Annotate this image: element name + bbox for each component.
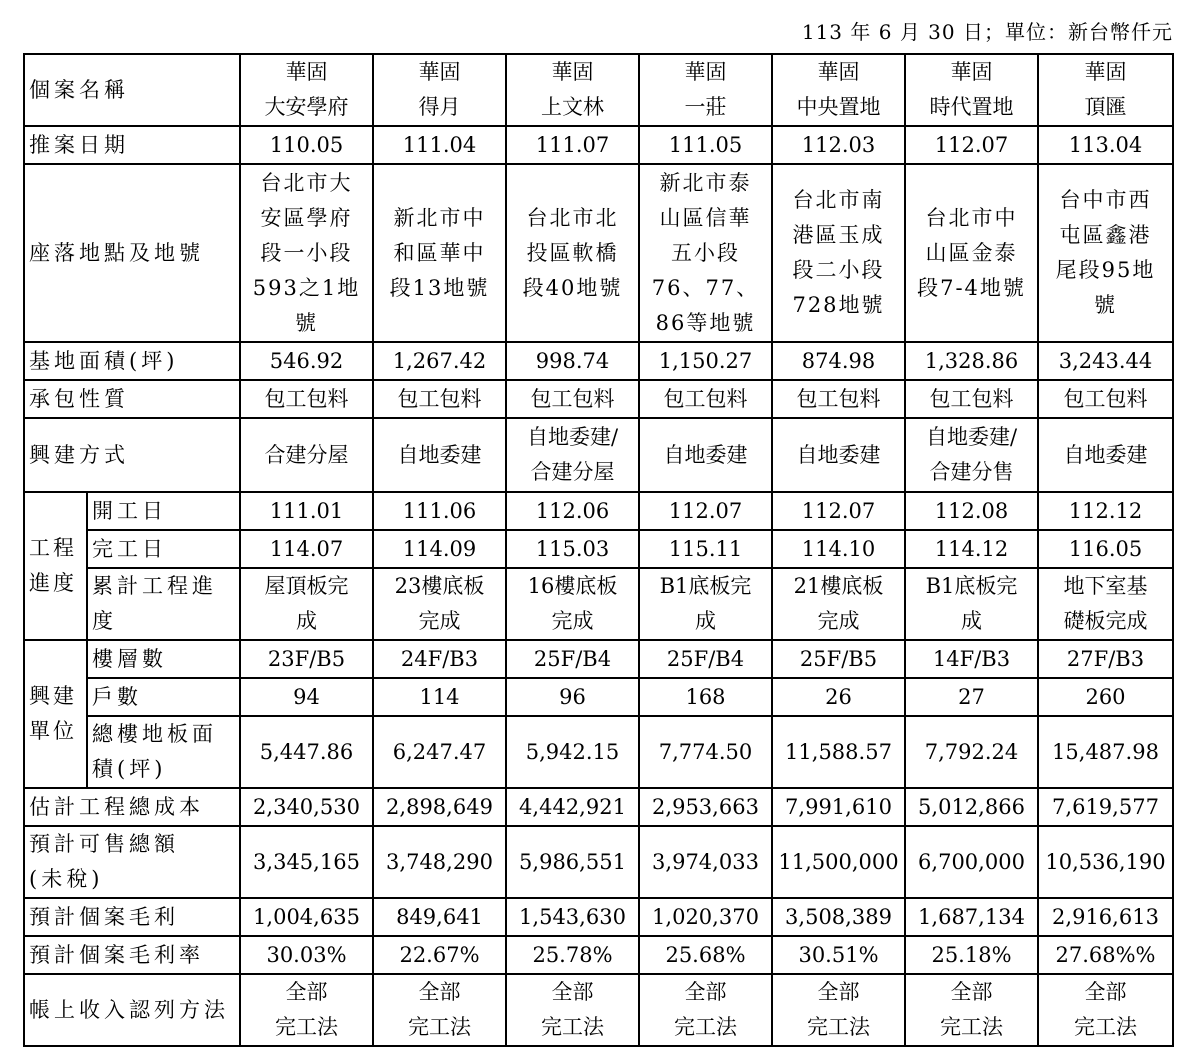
cell-name: 華固 一莊 bbox=[639, 54, 772, 126]
table-row bbox=[24, 342, 1173, 380]
row-label-margin: 預計個案毛利率 bbox=[24, 936, 240, 974]
cell-cost: 7,991,610 bbox=[772, 788, 905, 826]
cell-cost: 2,898,649 bbox=[373, 788, 506, 826]
cell-households: 27 bbox=[905, 678, 1038, 716]
cell-cost: 2,953,663 bbox=[639, 788, 772, 826]
cell-start: 112.07 bbox=[772, 492, 905, 530]
cell-contract: 包工包料 bbox=[772, 380, 905, 418]
cell-floors: 25F/B5 bbox=[772, 640, 905, 678]
cell-floor-area: 5,447.86 bbox=[240, 716, 373, 788]
row-label-revenue: 帳上收入認列方法 bbox=[24, 974, 240, 1046]
cell-start: 112.08 bbox=[905, 492, 1038, 530]
cell-start: 112.07 bbox=[639, 492, 772, 530]
row-label-cost: 估計工程總成本 bbox=[24, 788, 240, 826]
cell-profit: 2,916,613 bbox=[1038, 898, 1173, 936]
cell-households: 96 bbox=[506, 678, 639, 716]
cell-finish: 115.03 bbox=[506, 530, 639, 568]
cell-floor-area: 5,942.15 bbox=[506, 716, 639, 788]
cell-finish: 114.10 bbox=[772, 530, 905, 568]
cell-sales: 10,536,190 bbox=[1038, 826, 1173, 898]
cell-name: 華固 中央置地 bbox=[772, 54, 905, 126]
table-row bbox=[24, 678, 1173, 716]
cell-sales: 11,500,000 bbox=[772, 826, 905, 898]
cell-sales: 3,974,033 bbox=[639, 826, 772, 898]
cell-location: 台北市大 安區學府 段一小段 593之1地 號 bbox=[240, 164, 373, 342]
row-label-floors: 樓層數 bbox=[87, 640, 240, 678]
row-label-floor-area: 總樓地板面積(坪) bbox=[87, 716, 240, 788]
cell-profit: 1,020,370 bbox=[639, 898, 772, 936]
cell-progress: 21樓底板 完成 bbox=[772, 568, 905, 640]
cell-revenue: 全部 完工法 bbox=[373, 974, 506, 1046]
cell-date: 112.07 bbox=[905, 126, 1038, 164]
cell-sales: 3,748,290 bbox=[373, 826, 506, 898]
cell-floors: 14F/B3 bbox=[905, 640, 1038, 678]
cell-floor-area: 7,774.50 bbox=[639, 716, 772, 788]
cell-margin: 30.03% bbox=[240, 936, 373, 974]
cell-method: 自地委建/ 合建分屋 bbox=[506, 418, 639, 492]
table-row bbox=[24, 380, 1173, 418]
cell-location: 新北市中 和區華中 段13地號 bbox=[373, 164, 506, 342]
cell-revenue: 全部 完工法 bbox=[1038, 974, 1173, 1046]
cell-profit: 1,687,134 bbox=[905, 898, 1038, 936]
cell-profit: 3,508,389 bbox=[772, 898, 905, 936]
cell-revenue: 全部 完工法 bbox=[905, 974, 1038, 1046]
cell-location: 台中市西 屯區鑫港 尾段95地 號 bbox=[1038, 164, 1173, 342]
cell-progress: 地下室基 礎板完成 bbox=[1038, 568, 1173, 640]
cell-households: 114 bbox=[373, 678, 506, 716]
table-row bbox=[24, 716, 1173, 788]
cell-start: 111.06 bbox=[373, 492, 506, 530]
cell-households: 26 bbox=[772, 678, 905, 716]
cell-floor-area: 11,588.57 bbox=[772, 716, 905, 788]
cell-name: 華固 大安學府 bbox=[240, 54, 373, 126]
date-unit-note: 113 年 6 月 30 日；單位：新台幣仟元 bbox=[801, 20, 1173, 44]
cell-area: 1,267.42 bbox=[373, 342, 506, 380]
table-row bbox=[24, 568, 1173, 640]
project-table bbox=[23, 53, 1174, 1047]
cell-profit: 849,641 bbox=[373, 898, 506, 936]
cell-floors: 23F/B5 bbox=[240, 640, 373, 678]
cell-floor-area: 7,792.24 bbox=[905, 716, 1038, 788]
cell-revenue: 全部 完工法 bbox=[240, 974, 373, 1046]
cell-progress: 屋頂板完 成 bbox=[240, 568, 373, 640]
cell-cost: 7,619,577 bbox=[1038, 788, 1173, 826]
cell-date: 113.04 bbox=[1038, 126, 1173, 164]
cell-method: 自地委建 bbox=[1038, 418, 1173, 492]
cell-date: 111.05 bbox=[639, 126, 772, 164]
cell-contract: 包工包料 bbox=[373, 380, 506, 418]
cell-margin: 25.18% bbox=[905, 936, 1038, 974]
cell-floors: 25F/B4 bbox=[639, 640, 772, 678]
cell-sales: 3,345,165 bbox=[240, 826, 373, 898]
cell-name: 華固 時代置地 bbox=[905, 54, 1038, 126]
cell-households: 168 bbox=[639, 678, 772, 716]
cell-name: 華固 得月 bbox=[373, 54, 506, 126]
cell-area: 1,150.27 bbox=[639, 342, 772, 380]
table-body bbox=[24, 54, 1173, 1046]
row-label-date: 推案日期 bbox=[24, 126, 240, 164]
cell-contract: 包工包料 bbox=[240, 380, 373, 418]
cell-revenue: 全部 完工法 bbox=[772, 974, 905, 1046]
cell-progress: 16樓底板 完成 bbox=[506, 568, 639, 640]
cell-start: 112.12 bbox=[1038, 492, 1173, 530]
row-label-sales: 預計可售總額 (未稅) bbox=[24, 826, 240, 898]
cell-floors: 27F/B3 bbox=[1038, 640, 1173, 678]
cell-location: 台北市南 港區玉成 段二小段 728地號 bbox=[772, 164, 905, 342]
cell-method: 自地委建 bbox=[772, 418, 905, 492]
cell-finish: 114.09 bbox=[373, 530, 506, 568]
cell-margin: 25.68% bbox=[639, 936, 772, 974]
table-row bbox=[24, 640, 1173, 678]
cell-location: 台北市中 山區金泰 段7-4地號 bbox=[905, 164, 1038, 342]
cell-finish: 116.05 bbox=[1038, 530, 1173, 568]
cell-households: 260 bbox=[1038, 678, 1173, 716]
cell-profit: 1,004,635 bbox=[240, 898, 373, 936]
row-label-area: 基地面積(坪) bbox=[24, 342, 240, 380]
cell-contract: 包工包料 bbox=[639, 380, 772, 418]
cell-location: 台北市北 投區軟橋 段40地號 bbox=[506, 164, 639, 342]
group-label-units-group: 興建 單位 bbox=[24, 640, 87, 788]
cell-date: 111.04 bbox=[373, 126, 506, 164]
row-label-profit: 預計個案毛利 bbox=[24, 898, 240, 936]
row-label-name: 個案名稱 bbox=[24, 54, 240, 126]
row-label-start: 開工日 bbox=[87, 492, 240, 530]
cell-floor-area: 15,487.98 bbox=[1038, 716, 1173, 788]
cell-date: 111.07 bbox=[506, 126, 639, 164]
row-label-location: 座落地點及地號 bbox=[24, 164, 240, 342]
row-label-progress: 累計工程進度 bbox=[87, 568, 240, 640]
table-row bbox=[24, 974, 1173, 1046]
table-row bbox=[24, 126, 1173, 164]
row-label-contract: 承包性質 bbox=[24, 380, 240, 418]
cell-date: 112.03 bbox=[772, 126, 905, 164]
cell-households: 94 bbox=[240, 678, 373, 716]
cell-margin: 22.67% bbox=[373, 936, 506, 974]
cell-revenue: 全部 完工法 bbox=[506, 974, 639, 1046]
row-label-households: 戶數 bbox=[87, 678, 240, 716]
cell-area: 546.92 bbox=[240, 342, 373, 380]
cell-margin: 25.78% bbox=[506, 936, 639, 974]
cell-floors: 24F/B3 bbox=[373, 640, 506, 678]
cell-profit: 1,543,630 bbox=[506, 898, 639, 936]
cell-method: 自地委建 bbox=[639, 418, 772, 492]
cell-progress: B1底板完 成 bbox=[639, 568, 772, 640]
group-label-progress-group: 工程 進度 bbox=[24, 492, 87, 640]
cell-contract: 包工包料 bbox=[1038, 380, 1173, 418]
cell-location: 新北市泰 山區信華 五小段 76、77、 86等地號 bbox=[639, 164, 772, 342]
cell-cost: 5,012,866 bbox=[905, 788, 1038, 826]
cell-floors: 25F/B4 bbox=[506, 640, 639, 678]
table-row bbox=[24, 492, 1173, 530]
cell-method: 自地委建 bbox=[373, 418, 506, 492]
table-row bbox=[24, 788, 1173, 826]
cell-sales: 5,986,551 bbox=[506, 826, 639, 898]
table-row bbox=[24, 826, 1173, 898]
cell-area: 998.74 bbox=[506, 342, 639, 380]
cell-start: 111.01 bbox=[240, 492, 373, 530]
table-row bbox=[24, 164, 1173, 342]
cell-cost: 4,442,921 bbox=[506, 788, 639, 826]
row-label-method: 興建方式 bbox=[24, 418, 240, 492]
cell-area: 1,328.86 bbox=[905, 342, 1038, 380]
cell-area: 874.98 bbox=[772, 342, 905, 380]
table-row bbox=[24, 898, 1173, 936]
table-row bbox=[24, 530, 1173, 568]
cell-sales: 6,700,000 bbox=[905, 826, 1038, 898]
cell-progress: 23樓底板 完成 bbox=[373, 568, 506, 640]
table-row bbox=[24, 936, 1173, 974]
cell-finish: 114.07 bbox=[240, 530, 373, 568]
row-label-finish: 完工日 bbox=[87, 530, 240, 568]
cell-revenue: 全部 完工法 bbox=[639, 974, 772, 1046]
cell-progress: B1底板完 成 bbox=[905, 568, 1038, 640]
table-row bbox=[24, 418, 1173, 492]
cell-name: 華固 上文林 bbox=[506, 54, 639, 126]
cell-date: 110.05 bbox=[240, 126, 373, 164]
cell-contract: 包工包料 bbox=[905, 380, 1038, 418]
cell-finish: 114.12 bbox=[905, 530, 1038, 568]
cell-margin: 27.68%% bbox=[1038, 936, 1173, 974]
cell-finish: 115.11 bbox=[639, 530, 772, 568]
cell-floor-area: 6,247.47 bbox=[373, 716, 506, 788]
cell-margin: 30.51% bbox=[772, 936, 905, 974]
cell-method: 自地委建/ 合建分售 bbox=[905, 418, 1038, 492]
table-row bbox=[24, 54, 1173, 126]
cell-area: 3,243.44 bbox=[1038, 342, 1173, 380]
cell-cost: 2,340,530 bbox=[240, 788, 373, 826]
cell-contract: 包工包料 bbox=[506, 380, 639, 418]
cell-start: 112.06 bbox=[506, 492, 639, 530]
cell-name: 華固 頂匯 bbox=[1038, 54, 1173, 126]
cell-method: 合建分屋 bbox=[240, 418, 373, 492]
